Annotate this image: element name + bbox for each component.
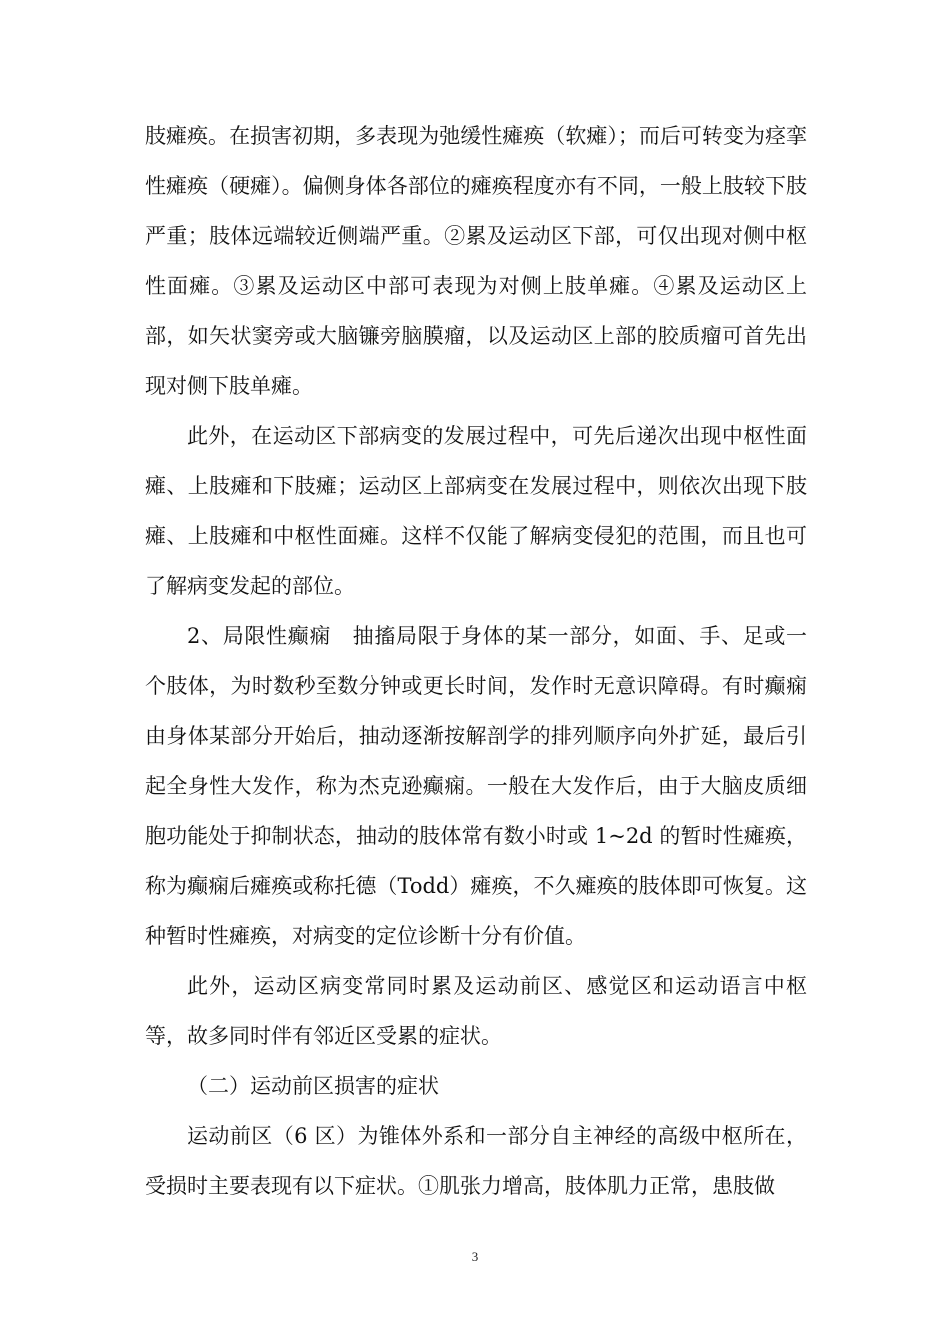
page-number: 3 bbox=[471, 1249, 479, 1264]
paragraph-premotor-area: 运动前区（6 区）为锥体外系和一部分自主神经的高级中枢所在，受损时主要表现有以下症状。①肌张力增高，肢体肌力正常，患肢做 bbox=[145, 1124, 807, 1198]
paragraph-focal-epilepsy: 2、局限性癫痫 抽搐局限于身体的某一部分，如面、手、足或一个肢体，为时数秒至数分钟或更长时间，发作时无意识障碍。有时癫痫由身体某部分开始后，抽动逐渐按解剖学的排列顺序向外扩延，最后引起全身性大发作，称为杰克逊癫痫。一般在大发作后，由于大脑皮质细胞功能处于抑制状态，抽动的肢体常有数小时或 1~2d 的暂时性瘫痪，称为癫痫后瘫痪或称托德（Todd）瘫痪，不久瘫痪的肢体即可恢复。这种暂时性瘫痪，对病变的定位诊断十分有价值。 bbox=[145, 624, 807, 948]
body-text bbox=[145, 111, 807, 1211]
section-heading-premotor: （二）运动前区损害的症状 bbox=[187, 1074, 439, 1098]
paragraph-motor-area-progression: 此外，在运动区下部病变的发展过程中，可先后递次出现中枢性面瘫、上肢瘫和下肢瘫；运动区上部病变在发展过程中，则依次出现下肢瘫、上肢瘫和中枢性面瘫。这样不仅能了解病变侵犯的范围，而且也可了解病变发起的部位。 bbox=[145, 424, 807, 598]
paragraph-continuation: 肢瘫痪。在损害初期，多表现为弛缓性瘫痪（软瘫）；而后可转变为痉挛性瘫痪（硬瘫）。偏侧身体各部位的瘫痪程度亦有不同，一般上肢较下肢严重；肢体远端较近侧端严重。②累及运动区下部，可仅出现对侧中枢性面瘫。③累及运动区中部可表现为对侧上肢单瘫。④累及运动区上部，如矢状窦旁或大脑镰旁脑膜瘤，以及运动区上部的胶质瘤可首先出现对侧下肢单瘫。 bbox=[145, 124, 807, 398]
paragraph-adjacent-areas: 此外，运动区病变常同时累及运动前区、感觉区和运动语言中枢等，故多同时伴有邻近区受累的症状。 bbox=[145, 974, 807, 1048]
